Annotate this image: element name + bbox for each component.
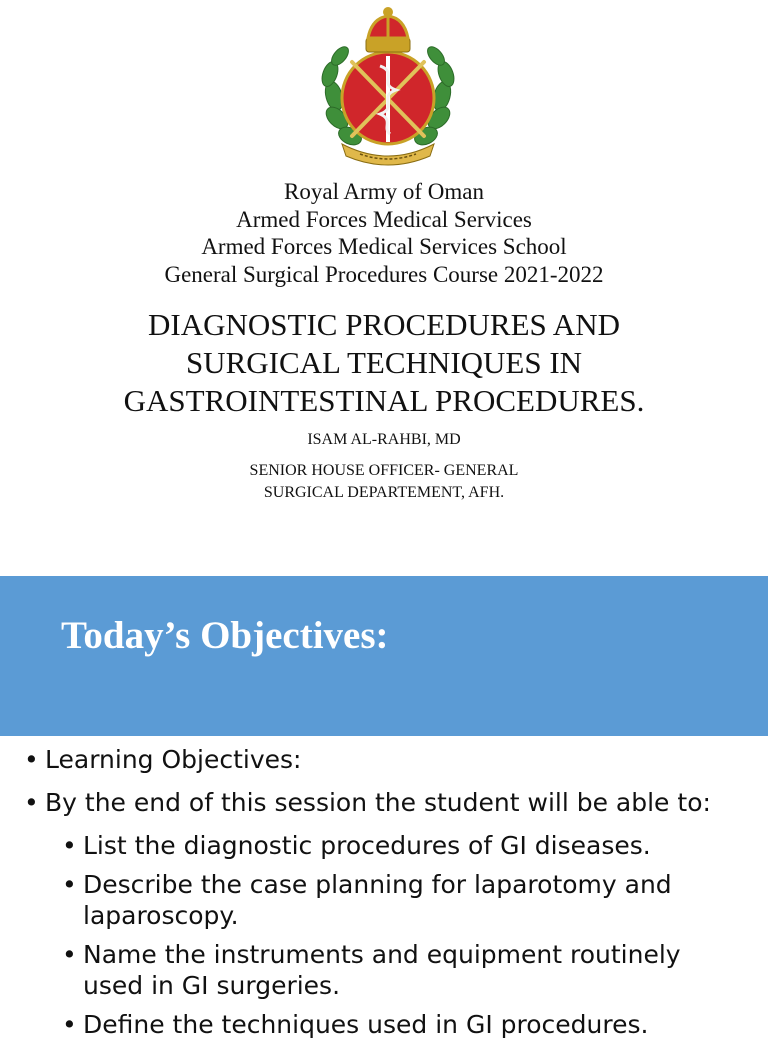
list-item bbox=[0, 744, 768, 775]
slide-heading: Today’s Objectives: bbox=[61, 614, 389, 657]
bullet-icon: • bbox=[62, 1010, 77, 1039]
objectives-list bbox=[0, 744, 768, 1048]
organization-lines bbox=[0, 178, 768, 288]
list-item-text: By the end of this session the student will be able to: bbox=[45, 788, 711, 817]
title-line: SURGICAL TECHNIQUES IN bbox=[185, 345, 583, 380]
title-line: GASTROINTESTINAL PROCEDURES. bbox=[123, 383, 645, 418]
sub-list-item bbox=[0, 869, 768, 931]
bullet-icon: • bbox=[24, 745, 39, 774]
bullet-icon: • bbox=[62, 940, 77, 969]
org-line: Armed Forces Medical Services School bbox=[201, 234, 567, 259]
sub-list-item bbox=[0, 830, 768, 861]
role-line: SENIOR HOUSE OFFICER- GENERAL bbox=[249, 462, 519, 479]
title-line: DIAGNOSTIC PROCEDURES AND bbox=[148, 307, 620, 342]
sub-list-item bbox=[0, 939, 768, 1001]
author-role bbox=[0, 460, 768, 504]
bullet-icon: • bbox=[62, 870, 77, 899]
list-item-text: Describe the case planning for laparotomy and laparoscopy. bbox=[83, 870, 672, 930]
objectives-slide bbox=[0, 576, 768, 1039]
org-line: Royal Army of Oman bbox=[284, 179, 484, 204]
org-line: General Surgical Procedures Course 2021-2022 bbox=[164, 261, 604, 287]
sub-list-item bbox=[0, 1009, 768, 1040]
oman-armed-forces-medical-emblem-icon bbox=[320, 4, 456, 168]
list-item-text: Name the instruments and equipment routinely used in GI surgeries. bbox=[83, 940, 681, 1000]
role-line: SURGICAL DEPARTEMENT, AFH. bbox=[263, 484, 505, 501]
list-item-text: List the diagnostic procedures of GI diseases. bbox=[83, 831, 651, 860]
bullet-icon: • bbox=[62, 831, 77, 860]
org-line: Armed Forces Medical Services bbox=[236, 206, 532, 232]
header-banner bbox=[0, 576, 768, 736]
bullet-icon: • bbox=[24, 788, 39, 817]
author-name: ISAM AL-RAHBI, MD bbox=[307, 431, 461, 448]
list-item-text: Define the techniques used in GI procedures. bbox=[83, 1010, 649, 1039]
list-item-text: Learning Objectives: bbox=[45, 745, 302, 774]
presentation-title bbox=[0, 306, 768, 420]
list-item bbox=[0, 787, 768, 818]
